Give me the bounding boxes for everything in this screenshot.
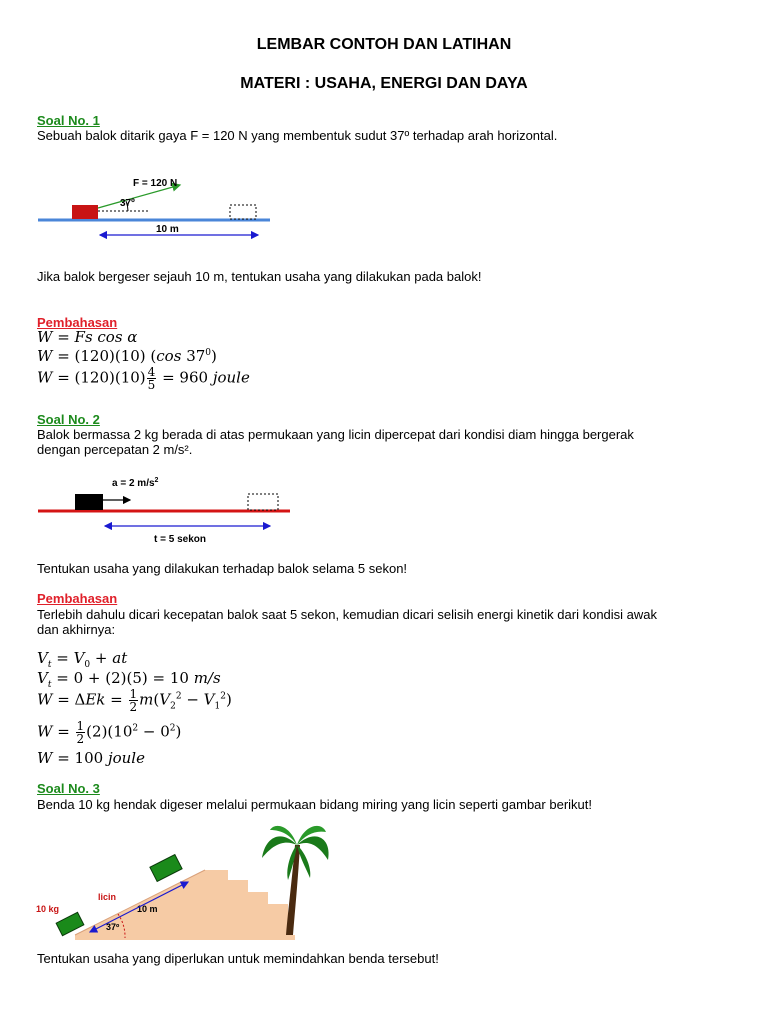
soal1-question: Jika balok bergeser sejauh 10 m, tentukan usaha yang dilakukan pada balok!: [37, 269, 482, 284]
block: [72, 205, 98, 219]
block-final-outline: [248, 494, 278, 510]
soal2-question: Tentukan usaha yang dilakukan terhadap balok selama 5 sekon!: [37, 561, 408, 576]
soal3-text: Benda 10 kg hendak digeser melalui permukaan bidang miring yang licin seperti gambar berikut!: [37, 797, 592, 812]
soal1-eq2: W = (120)(10) (cos $37^0$): [37, 347, 217, 365]
soal2-heading: Soal No. 2: [37, 412, 100, 427]
soal2-eq1: $V_t = V_0$ + at: [37, 649, 128, 670]
acceleration-label: a = 2 $m/s^2$: [112, 477, 159, 489]
force-label: F = 120 N: [133, 178, 178, 189]
time-label: t = 5 sekon: [154, 534, 206, 545]
soal1-text: Sebuah balok ditarik gaya F = 120 N yang membentuk sudut 37º terhadap arah horizontal.: [37, 128, 558, 143]
soal1-diagram: [30, 170, 280, 245]
angle-label: 37º: [120, 198, 135, 209]
soal1-heading: Soal No. 1: [37, 113, 100, 128]
angle-label: 37º: [106, 922, 120, 932]
soal1-eq1: W = Fs cos α: [37, 328, 138, 346]
soal2-eq3: W = ΔEk = $\frac{1}{2}$ $m(V_2^2 - V_1^2)$: [37, 687, 232, 714]
soal2-solution-text: Terlebih dahulu dicari kecepatan balok saat 5 sekon, kemudian dicari selisih energi kinetik dari kondisi awak dan akhirnya:: [37, 607, 658, 637]
soal3-heading: Soal No. 3: [37, 781, 100, 796]
soal2-diagram: [30, 472, 300, 550]
block: [75, 494, 103, 510]
distance-label: 10 m: [156, 224, 179, 235]
block-final-outline: [230, 205, 256, 219]
surface-label: licin: [98, 892, 117, 902]
length-label: 10 m: [137, 904, 158, 914]
soal3-question: Tentukan usaha yang diperlukan untuk memindahkan benda tersebut!: [37, 951, 439, 966]
soal2-eq4: W = $\frac{1}{2}$ $(2)(10^2 - 0^2)$: [37, 719, 182, 746]
soal2-eq2: $V_t = 0 + (2)(5) = 10$ m/s: [37, 669, 221, 690]
soal2-solution-heading: Pembahasan: [37, 591, 118, 606]
soal1-solution-heading: Pembahasan: [37, 315, 118, 330]
page-title: LEMBAR CONTOH DAN LATIHAN: [256, 36, 512, 53]
soal2-eq5: W = 100 joule: [37, 749, 145, 767]
block-top: [150, 855, 182, 882]
page-subtitle: MATERI : USAHA, ENERGI DAN DAYA: [240, 75, 528, 92]
mass-label: 10 kg: [36, 904, 60, 914]
soal3-diagram: [30, 820, 340, 942]
soal2-text: Balok bermassa 2 kg berada di atas permukaan yang licin dipercepat dari kondisi diam hingga bergerak dengan percepatan 2 m/s².: [37, 427, 634, 457]
soal1-eq3: W = (120)(10) $\frac{4}{5}$ = 960 joule: [37, 365, 250, 392]
